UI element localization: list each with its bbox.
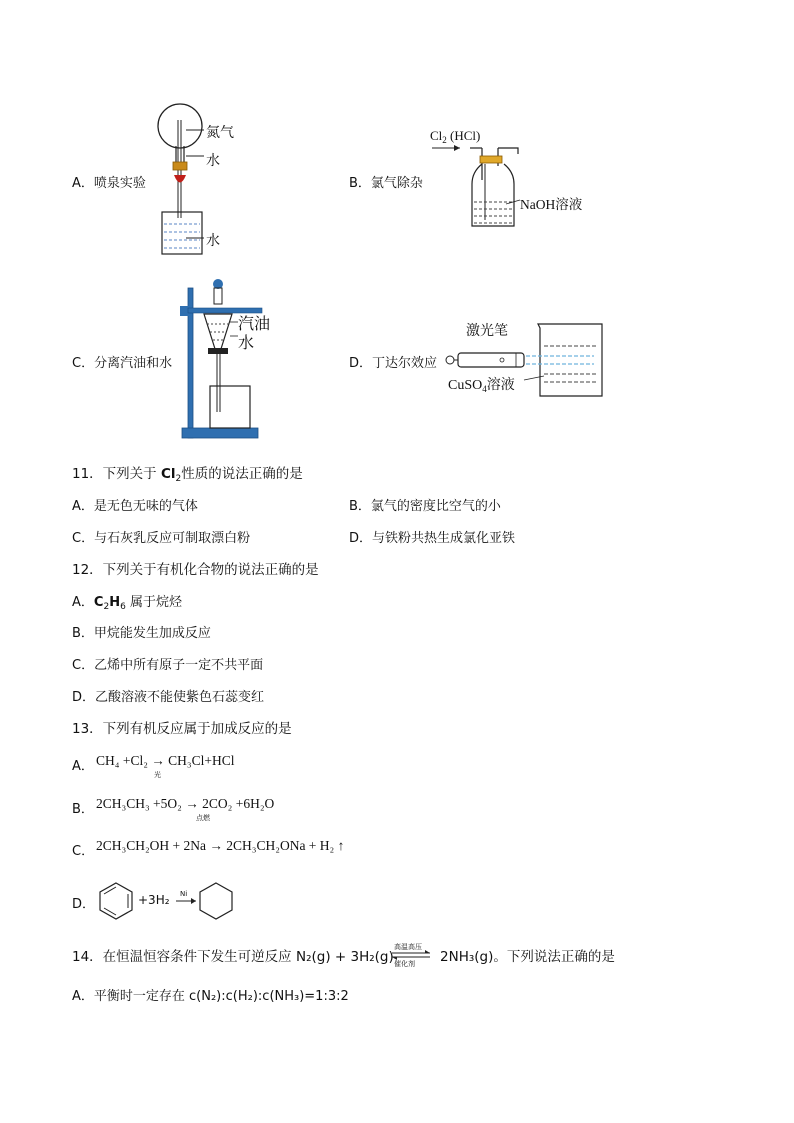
cuso4-label: CuSO$_4$溶液 xyxy=(448,378,515,394)
option-letter: B． xyxy=(349,176,371,191)
q11-option-c: C．与石灰乳反应可制取漂白粉 xyxy=(72,531,251,546)
q13-condition-a: 光 xyxy=(154,771,161,779)
option-letter: A． xyxy=(72,176,94,191)
q12-option-d: D．乙酸溶液不能使紫色石蕊变红 xyxy=(72,690,265,705)
q13-d-reagent: +3H₂ xyxy=(138,893,170,907)
beaker-c xyxy=(210,386,250,428)
option-text: 丁达尔效应 xyxy=(372,356,438,371)
q12-stem: 12．下列关于有机化合物的说法正确的是 xyxy=(72,562,319,578)
option-b-q10 xyxy=(349,172,423,191)
water-label-top: 水 xyxy=(206,153,220,169)
q14-option-a: A．平衡时一定存在 c(N₂):c(H₂):c(NH₃)=1:3:2 xyxy=(72,989,349,1004)
q11-stem: 11．下列关于 $Cl_2$性质的说法正确的是 xyxy=(72,466,303,484)
benzene-ring-icon xyxy=(100,883,132,919)
bottle-stopper xyxy=(480,156,502,163)
option-text: 氯气除杂 xyxy=(370,176,423,191)
q12-option-c: C．乙烯中所有原子一定不共平面 xyxy=(72,658,264,673)
q13-stem: 13．下列有机反应属于加成反应的是 xyxy=(72,721,292,737)
cyclohexane-ring-icon xyxy=(200,883,232,919)
option-d-q10 xyxy=(349,352,437,371)
q13-option-c: C． xyxy=(72,844,95,859)
q14-stem-pre: 14．在恒温恒容条件下发生可逆反应 N₂(g) + 3H₂(g) xyxy=(72,949,394,965)
laser-pen-label: 激光笔 xyxy=(466,323,508,339)
option-letter: C． xyxy=(72,356,95,371)
q14-condition-top: 高温高压 xyxy=(394,943,422,951)
q11-option-a: A．是无色无味的气体 xyxy=(72,499,198,514)
q13-option-d: D． xyxy=(72,897,96,912)
q12-option-b: B．甲烷能发生加成反应 xyxy=(72,626,211,641)
q14-stem-post: 2NH₃(g)。下列说法正确的是 xyxy=(440,949,615,965)
q11-option-d: D．与铁粉共热生成氯化亚铁 xyxy=(349,531,516,546)
naoh-label: NaOH溶液 xyxy=(520,197,583,212)
gas-wash-bottle xyxy=(430,140,540,235)
q13-option-b: B． xyxy=(72,802,94,817)
nitrogen-label: 氮气 xyxy=(206,125,234,141)
gasoline-label: 汽油 xyxy=(238,314,271,333)
q13-equation-a: CH₄ +Cl₂ → CH₃Cl+HCl xyxy=(96,753,235,768)
q13-equation-b: 2CH₃CH₃ +5O₂ → 2CO₂ +6H₂O xyxy=(96,796,275,811)
q13-condition-b: 点燃 xyxy=(196,814,210,822)
beaker-d xyxy=(538,324,602,396)
water-label-bottom: 水 xyxy=(206,233,220,249)
fountain-apparatus xyxy=(148,100,258,260)
stand-base xyxy=(182,428,258,438)
q14-condition-bottom: 催化剂 xyxy=(394,960,415,968)
option-text: 喷泉实验 xyxy=(93,176,146,191)
q13-option-a: A． xyxy=(72,759,94,774)
option-c-q10 xyxy=(72,352,172,371)
option-letter: D． xyxy=(349,356,373,371)
laser-pen xyxy=(458,353,524,367)
q13-equation-c: 2CH₃CH₂OH + 2Na → 2CH₃CH₂ONa + H₂ ↑ xyxy=(96,838,345,853)
gas-inlet-label: $Cl_2$ (HCl) xyxy=(430,128,481,145)
separatory-funnel-apparatus xyxy=(178,278,278,443)
stopper xyxy=(173,162,187,170)
round-flask xyxy=(158,104,202,148)
option-a-q10 xyxy=(72,172,146,191)
option-text: 分离汽油和水 xyxy=(94,356,173,371)
funnel-body xyxy=(204,314,232,352)
q11-option-b: B．氯气的密度比空气的小 xyxy=(349,499,501,514)
water-label-c: 水 xyxy=(238,333,255,352)
q13-condition-d: Ni xyxy=(180,890,188,898)
q12-option-a: A．$C_2H_6$ 属于烷烃 xyxy=(72,595,182,612)
dropper-bulb xyxy=(174,175,186,183)
